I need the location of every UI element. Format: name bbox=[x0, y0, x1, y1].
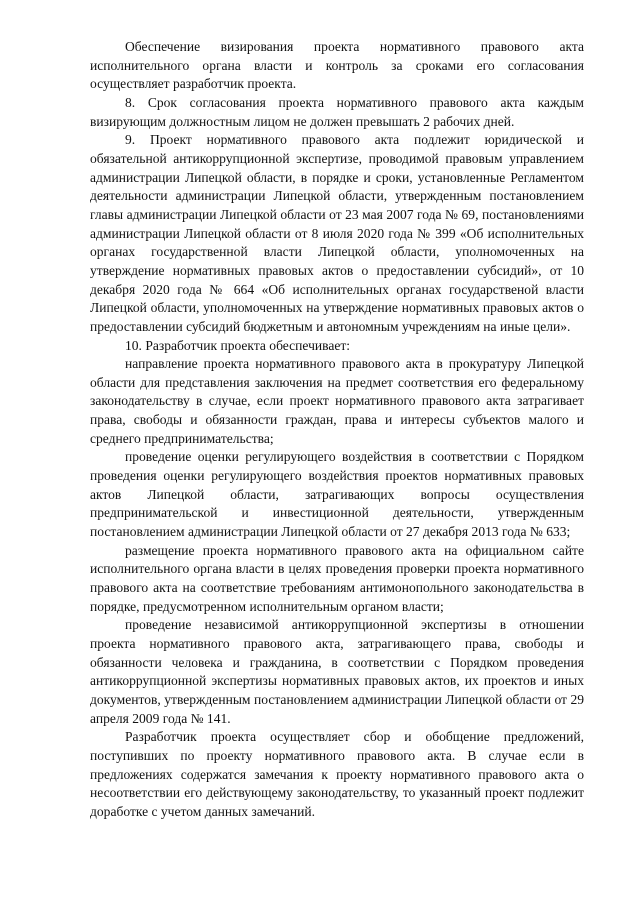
paragraph-anticorruption-expertise: проведение независимой антикоррупционной экспертизы в отношении проекта нормативного правового акта, затрагивающего права, свободы и обязанности человека и гражданина, в соответствии с Порядком проведения антикоррупционной экспертизы нормативных правовых актов, их проектов и иных документов, утвержденным постановлением администрации Липецкой области от 29 апреля 2009 года № 141. bbox=[90, 617, 584, 726]
paragraph-item-9: 9. Проект нормативного правового акта подлежит юридической и обязательной антикоррупционной экспертизе, проводимой правовым управлением администрации Липецкой области, в порядке и сроки, установленные Регламентом деятельности администрации Липецкой области, утвержденным постановлением главы администрации Липецкой области от 23 мая 2007 года № 69, постановлениями администрации Липецкой области от 8 июля 2020 года № 399 «Об исполнительных органах государственной власти Липецкой области, уполномоченных на утверждение нормативных правовых актов о предоставлении субсидий», от 10 декабря 2020 года № 664 «Об исполнительных органах государственой власти Липецкой области, уполномоченных на утверждение нормативных правовых актов о предоставлении субсидий бюджетным и автономным учреждениям на иные цели». bbox=[90, 132, 584, 334]
paragraph-proposals-collection: Разработчик проекта осуществляет сбор и обобщение предложений, поступивших по проекту нормативного правового акта. В случае если в предложениях содержатся замечания к проекту нормативного правового акта о несоответствии его действующему законодательству, то указанный проект подлежит доработке с учетом данных замечаний. bbox=[90, 729, 584, 819]
document-page bbox=[90, 38, 584, 822]
paragraph-regulatory-impact: проведение оценки регулирующего воздействия в соответствии с Порядком проведения оценки регулирующего воздействия проектов нормативных правовых актов Липецкой области, затрагивающих вопросы осуществления предпринимательской и инвестиционной деятельности, утвержденным постановлением администрации Липецкой области от 27 декабря 2013 года № 633; bbox=[90, 449, 584, 540]
paragraph-item-10: 10. Разработчик проекта обеспечивает: bbox=[125, 337, 351, 353]
paragraph-approval-control: Обеспечение визирования проекта нормативного правового акта исполнительного органа власти и контроль за сроками его согласования осуществляет разработчик проекта. bbox=[90, 39, 584, 92]
paragraph-item-8: 8. Срок согласования проекта нормативного правового акта каждым визирующим должностным лицом не должен превышать 2 рабочих дней. bbox=[90, 94, 584, 129]
paragraph-prosecutor-submission: направление проекта нормативного правового акта в прокуратуру Липецкой области для представления заключения на предмет соответствия его федеральному законодательству в случае, если проект нормативного правового акта затрагивает права, свободы и обязанности граждан, права и интересы субъектов малого и среднего предпринимательства; bbox=[90, 356, 584, 446]
paragraph-antimonopoly-check: размещение проекта нормативного правового акта на официальном сайте исполнительного органа власти в целях проведения проверки проекта нормативного правового акта на соответствие требованиям антимонопольного законодательства в порядке, предусмотренном исполнительным органом власти; bbox=[90, 542, 584, 614]
